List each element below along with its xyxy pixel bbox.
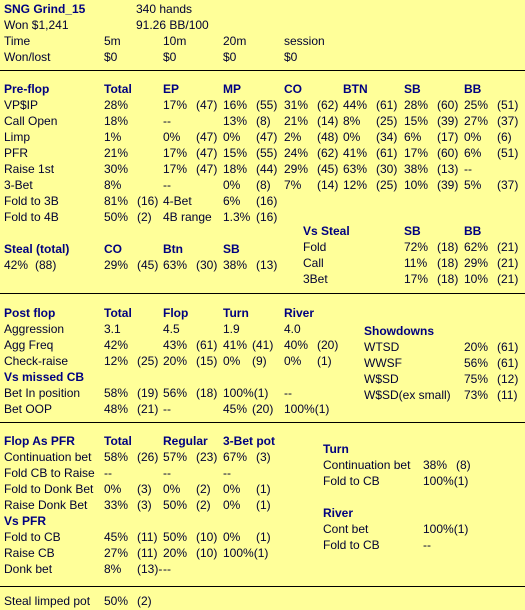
vs-steal-bb-sample: (21)	[497, 240, 519, 254]
river-title: River	[323, 506, 354, 520]
flop-pfr-3bet: 0%	[223, 482, 241, 496]
preflop-col-header: CO	[284, 82, 302, 96]
bet-oop-river: 100%(1)	[284, 402, 330, 416]
showdown-row-label: W$SD(ex small)	[364, 388, 451, 402]
preflop-btn-value: 63%	[343, 162, 368, 176]
flop-as-pfr-title: Flop As PFR	[4, 434, 75, 448]
showdown-sample: (12)	[497, 372, 519, 386]
preflop-btn-sample: (25)	[376, 178, 398, 192]
postflop-flop-header: Flop	[163, 306, 189, 320]
preflop-mp-value: 0%	[223, 178, 241, 192]
preflop-bb-sample: (51)	[497, 98, 519, 112]
preflop-col-header: MP	[223, 82, 241, 96]
preflop-total: 8%	[104, 178, 122, 192]
preflop-co-sample: (14)	[317, 114, 339, 128]
vs-steal-sb-sample: (18)	[437, 272, 459, 286]
bet-oop-turn: 45%	[223, 402, 248, 416]
preflop-mp-value: 18%	[223, 162, 248, 176]
vs-pfr-title: Vs PFR	[4, 514, 47, 528]
preflop-ep-value: 0%	[163, 130, 181, 144]
preflop-btn-value: 44%	[343, 98, 368, 112]
preflop-mp-sample: (47)	[256, 130, 278, 144]
preflop-co-value: 24%	[284, 146, 309, 160]
vs-missed-cb-title: Vs missed CB	[4, 370, 85, 384]
preflop-mp-sample: (55)	[256, 98, 278, 112]
vs-steal-bb-header: BB	[464, 224, 482, 238]
check-raise-turn-sample: (9)	[252, 354, 267, 368]
preflop-total: 1%	[104, 130, 122, 144]
vs-steal-bb-value: 62%	[464, 240, 489, 254]
preflop-sb-value: 6%	[404, 130, 422, 144]
showdown-row-label: W$SD	[364, 372, 399, 386]
time-10m-label: 10m	[163, 34, 187, 48]
agg-freq-total: 42%	[104, 338, 129, 352]
postflop-turn-header: Turn	[223, 306, 249, 320]
bet-oop-label: Bet OOP	[4, 402, 53, 416]
flop-pfr-total-header: Total	[104, 434, 132, 448]
preflop-sb-value: 15%	[404, 114, 429, 128]
preflop-sb-sample: (60)	[437, 146, 459, 160]
preflop-ep-sample: (47)	[196, 146, 218, 160]
flop-pfr-regular-sample: (2)	[196, 482, 211, 496]
preflop-btn-sample: (61)	[376, 146, 398, 160]
agg-freq-turn: 41%	[223, 338, 248, 352]
turn-cbet-label: Continuation bet	[323, 458, 411, 472]
bet-oop-flop: --	[163, 402, 171, 416]
turn-fold-to-cb-value: 100%(1)	[423, 474, 469, 488]
steal-btn-value: 63%	[163, 258, 188, 272]
aggression-label: Aggression	[4, 322, 65, 336]
preflop-bb-sample: (51)	[497, 146, 519, 160]
steal-sb-value: 38%	[223, 258, 248, 272]
flop-pfr-regular-header: Regular	[163, 434, 208, 448]
aggression-total: 3.1	[104, 322, 121, 336]
bet-oop-turn-sample: (20)	[252, 402, 274, 416]
steal-total-sample: (88)	[35, 258, 57, 272]
won-lost-session: $0	[284, 50, 298, 64]
flop-pfr-3bet-sample: (1)	[256, 498, 271, 512]
aggression-flop: 4.5	[163, 322, 180, 336]
fourbet-range-sample: (16)	[256, 210, 278, 224]
flop-pfr-regular-sample: (10)	[196, 546, 218, 560]
river-fold-to-cb-label: Fold to CB	[323, 538, 380, 552]
check-raise-flop-sample: (15)	[196, 354, 218, 368]
preflop-co-value: 21%	[284, 114, 309, 128]
preflop-ep-value: 17%	[163, 98, 188, 112]
flop-pfr-regular: 50%	[163, 498, 188, 512]
flop-pfr-3bet: 100%(1)	[223, 546, 269, 560]
check-raise-river-sample: (1)	[317, 354, 332, 368]
vs-steal-sb-value: 72%	[404, 240, 429, 254]
preflop-col-header: BB	[464, 82, 482, 96]
fold-to-3bet-sample: (16)	[137, 194, 159, 208]
vs-steal-bb-value: 10%	[464, 272, 489, 286]
preflop-btn-sample: (30)	[376, 162, 398, 176]
bet-in-position-flop-sample: (18)	[196, 386, 218, 400]
flop-pfr-regular: --	[163, 466, 171, 480]
vs-steal-row-label: Fold	[303, 240, 327, 254]
preflop-ep-sample: (47)	[196, 98, 218, 112]
river-cbet-value: 100%(1)	[423, 522, 469, 536]
flop-pfr-regular-sample: (2)	[196, 498, 211, 512]
preflop-btn-value: 41%	[343, 146, 368, 160]
bet-in-position-total-sample: (19)	[137, 386, 159, 400]
aggression-turn: 1.9	[223, 322, 240, 336]
bet-oop-total-sample: (21)	[137, 402, 159, 416]
preflop-sb-sample: (13)	[437, 162, 459, 176]
check-raise-flop: 20%	[163, 354, 188, 368]
time-session-label: session	[284, 34, 325, 48]
preflop-btn-sample: (25)	[376, 114, 398, 128]
flop-pfr-total: 33%	[104, 498, 129, 512]
showdown-value: 75%	[464, 372, 489, 386]
flop-pfr-3bet: 0%	[223, 498, 241, 512]
flop-pfr-row-label: Continuation bet	[4, 450, 92, 464]
flop-pfr-row-label: Donk bet	[4, 562, 53, 576]
flop-pfr-total-sample: (11)	[137, 530, 158, 544]
preflop-bb-sample: (37)	[497, 114, 519, 128]
preflop-ep-value: 17%	[163, 146, 188, 160]
won-lost-20m: $0	[223, 50, 237, 64]
preflop-bb-value: 6%	[464, 146, 482, 160]
flop-pfr-total-sample: (13)-	[137, 562, 163, 576]
showdown-row-label: WWSF	[364, 356, 402, 370]
turn-cbet-sample: (8)	[456, 458, 471, 472]
preflop-sb-value: 10%	[404, 178, 429, 192]
flop-pfr-total-sample: (3)	[137, 498, 152, 512]
preflop-co-sample: (45)	[317, 162, 339, 176]
turn-fold-to-cb-label: Fold to CB	[323, 474, 380, 488]
flop-pfr-row-label: Fold CB to Raise	[4, 466, 95, 480]
bet-in-position-turn: 100%(1)	[223, 386, 269, 400]
steal-total-value: 42%	[4, 258, 29, 272]
agg-freq-label: Agg Freq	[4, 338, 54, 352]
vs-steal-bb-sample: (21)	[497, 256, 519, 270]
preflop-co-sample: (62)	[317, 98, 339, 112]
preflop-co-value: 31%	[284, 98, 309, 112]
flop-pfr-3bet: 0%	[223, 530, 241, 544]
flop-pfr-total: 45%	[104, 530, 129, 544]
preflop-mp-sample: (44)	[256, 162, 278, 176]
fold-to-4bet-label: Fold to 4B	[4, 210, 59, 224]
showdown-sample: (11)	[497, 388, 518, 402]
preflop-btn-sample: (34)	[376, 130, 398, 144]
preflop-co-value: 7%	[284, 178, 302, 192]
bet-oop-total: 48%	[104, 402, 129, 416]
steal-limped-pot-value: 50%	[104, 594, 129, 608]
check-raise-total-sample: (25)	[137, 354, 159, 368]
preflop-mp-sample: (55)	[256, 146, 278, 160]
showdown-sample: (61)	[497, 356, 519, 370]
bet-in-position-total: 58%	[104, 386, 129, 400]
preflop-row-label: VP$IP	[4, 98, 39, 112]
flop-pfr-row-label: Raise Donk Bet	[4, 498, 88, 512]
bet-in-position-river: --	[284, 386, 292, 400]
preflop-mp-value: 16%	[223, 98, 248, 112]
preflop-co-sample: (48)	[317, 130, 339, 144]
flop-pfr-row-label: Fold to Donk Bet	[4, 482, 94, 496]
fold-to-3bet-value: 81%	[104, 194, 129, 208]
time-label: Time	[4, 34, 31, 48]
vs-steal-row-label: 3Bet	[303, 272, 328, 286]
steal-total-title: Steal (total)	[4, 242, 70, 256]
preflop-co-value: 29%	[284, 162, 309, 176]
agg-freq-flop: 43%	[163, 338, 188, 352]
steal-co-value: 29%	[104, 258, 129, 272]
fourbet-sample: (16)	[256, 194, 278, 208]
showdown-value: 20%	[464, 340, 489, 354]
agg-freq-flop-sample: (61)	[196, 338, 218, 352]
steal-sb-header: SB	[223, 242, 240, 256]
preflop-btn-sample: (61)	[376, 98, 398, 112]
steal-limped-pot-sample: (2)	[137, 594, 152, 608]
flop-pfr-total: 58%	[104, 450, 129, 464]
flop-pfr-total: 0%	[104, 482, 122, 496]
preflop-col-header: Total	[104, 82, 132, 96]
agg-freq-river-sample: (20)	[317, 338, 339, 352]
section-divider	[0, 293, 525, 294]
vs-steal-sb-header: SB	[404, 224, 421, 238]
winrate: 91.26 BB/100	[136, 18, 209, 32]
hands-count: 340 hands	[136, 2, 193, 16]
preflop-total: 18%	[104, 114, 129, 128]
preflop-bb-value: 0%	[464, 130, 482, 144]
vs-steal-sb-sample: (18)	[437, 240, 459, 254]
preflop-ep-sample: (47)	[196, 130, 218, 144]
preflop-bb-value: 5%	[464, 178, 482, 192]
turn-title: Turn	[323, 442, 349, 456]
preflop-btn-value: 0%	[343, 130, 361, 144]
preflop-bb-value: 25%	[464, 98, 489, 112]
preflop-mp-sample: (8)	[256, 178, 271, 192]
flop-pfr-3bet-header: 3-Bet pot	[223, 434, 275, 448]
vs-steal-bb-sample: (21)	[497, 272, 519, 286]
preflop-mp-sample: (8)	[256, 114, 271, 128]
preflop-col-header: EP	[163, 82, 180, 96]
preflop-sb-sample: (39)	[437, 178, 459, 192]
flop-pfr-3bet-sample: (1)	[256, 530, 271, 544]
showdown-value: 56%	[464, 356, 489, 370]
check-raise-total: 12%	[104, 354, 129, 368]
flop-pfr-regular-sample: (10)	[196, 530, 218, 544]
river-fold-to-cb-value: --	[423, 538, 431, 552]
flop-pfr-row-label: Raise CB	[4, 546, 55, 560]
fold-to-4bet-value: 50%	[104, 210, 129, 224]
flop-pfr-total-sample: (11)	[137, 546, 158, 560]
time-20m-label: 20m	[223, 34, 247, 48]
section-divider	[0, 70, 525, 71]
flop-pfr-3bet-sample: (3)	[256, 450, 271, 464]
steal-limped-pot-label: Steal limped pot	[4, 594, 91, 608]
preflop-row-label: 3-Bet	[4, 178, 33, 192]
preflop-ep-value: 17%	[163, 162, 188, 176]
flop-pfr-3bet: --	[223, 466, 231, 480]
preflop-co-sample: (62)	[317, 146, 339, 160]
aggression-river: 4.0	[284, 322, 301, 336]
preflop-total: 21%	[104, 146, 129, 160]
fourbet-range-label: 4B range	[163, 210, 212, 224]
vs-steal-sb-value: 17%	[404, 272, 429, 286]
preflop-btn-value: 8%	[343, 114, 361, 128]
flop-pfr-total-sample: (26)	[137, 450, 159, 464]
steal-sb-sample: (13)	[256, 258, 278, 272]
vs-steal-bb-value: 29%	[464, 256, 489, 270]
showdown-sample: (61)	[497, 340, 519, 354]
flop-pfr-total: 27%	[104, 546, 129, 560]
preflop-bb-sample: (6)	[497, 130, 512, 144]
player-name: SNG Grind_15	[4, 2, 86, 16]
fourbet-value: 6%	[223, 194, 241, 208]
preflop-sb-value: 38%	[404, 162, 429, 176]
vs-steal-row-label: Call	[303, 256, 324, 270]
vs-steal-sb-sample: (18)	[437, 256, 459, 270]
steal-btn-header: Btn	[163, 242, 183, 256]
check-raise-river: 0%	[284, 354, 302, 368]
preflop-sb-sample: (17)	[437, 130, 459, 144]
flop-pfr-3bet: 67%	[223, 450, 248, 464]
won-lost-10m: $0	[163, 50, 177, 64]
flop-pfr-regular: 0%	[163, 482, 181, 496]
steal-co-header: CO	[104, 242, 122, 256]
time-5m-label: 5m	[104, 34, 121, 48]
agg-freq-turn-sample: (41)	[252, 338, 274, 352]
agg-freq-river: 40%	[284, 338, 309, 352]
flop-pfr-row-label: Fold to CB	[4, 530, 61, 544]
preflop-row-label: Raise 1st	[4, 162, 55, 176]
preflop-col-header: BTN	[343, 82, 368, 96]
won-lost-label: Won/lost	[4, 50, 51, 64]
fold-to-3bet-label: Fold to 3B	[4, 194, 59, 208]
flop-pfr-regular: --	[163, 562, 171, 576]
flop-pfr-regular: 20%	[163, 546, 188, 560]
bet-in-position-flop: 56%	[163, 386, 188, 400]
preflop-bb-value: --	[464, 162, 472, 176]
steal-co-sample: (45)	[137, 258, 159, 272]
showdowns-title: Showdowns	[364, 324, 434, 338]
postflop-river-header: River	[284, 306, 315, 320]
preflop-total: 28%	[104, 98, 129, 112]
postflop-total-header: Total	[104, 306, 132, 320]
section-divider	[0, 586, 525, 587]
flop-pfr-total: 8%	[104, 562, 122, 576]
preflop-title: Pre-flop	[4, 82, 50, 96]
preflop-co-sample: (14)	[317, 178, 339, 192]
preflop-total: 30%	[104, 162, 129, 176]
preflop-mp-value: 0%	[223, 130, 241, 144]
preflop-col-header: SB	[404, 82, 421, 96]
flop-pfr-regular: 50%	[163, 530, 188, 544]
vs-steal-sb-value: 11%	[404, 256, 428, 270]
preflop-row-label: Call Open	[4, 114, 58, 128]
postflop-title: Post flop	[4, 306, 56, 320]
preflop-ep-sample: (47)	[196, 162, 218, 176]
preflop-bb-value: 27%	[464, 114, 489, 128]
preflop-sb-value: 17%	[404, 146, 429, 160]
flop-pfr-regular-sample: (23)	[196, 450, 218, 464]
won-amount: Won $1,241	[4, 18, 69, 32]
turn-cbet-value: 38%	[423, 458, 448, 472]
bet-in-position-label: Bet In position	[4, 386, 81, 400]
preflop-bb-sample: (37)	[497, 178, 519, 192]
preflop-mp-value: 15%	[223, 146, 248, 160]
flop-pfr-total: --	[104, 466, 112, 480]
won-lost-5m: $0	[104, 50, 118, 64]
preflop-row-label: PFR	[4, 146, 28, 160]
preflop-sb-sample: (60)	[437, 98, 459, 112]
preflop-mp-value: 13%	[223, 114, 248, 128]
showdown-value: 73%	[464, 388, 489, 402]
preflop-sb-value: 28%	[404, 98, 429, 112]
fold-to-4bet-sample: (2)	[137, 210, 152, 224]
fourbet-range-value: 1.3%	[223, 210, 251, 224]
section-divider	[0, 422, 525, 423]
flop-pfr-3bet-sample: (1)	[256, 482, 271, 496]
flop-pfr-regular: 57%	[163, 450, 188, 464]
preflop-row-label: Limp	[4, 130, 31, 144]
river-cbet-label: Cont bet	[323, 522, 369, 536]
vs-steal-title: Vs Steal	[303, 224, 350, 238]
showdown-row-label: WTSD	[364, 340, 400, 354]
preflop-ep-value: --	[163, 178, 171, 192]
steal-btn-sample: (30)	[196, 258, 218, 272]
preflop-btn-value: 12%	[343, 178, 368, 192]
preflop-ep-value: --	[163, 114, 171, 128]
preflop-sb-sample: (39)	[437, 114, 459, 128]
check-raise-label: Check-raise	[4, 354, 69, 368]
fourbet-label: 4-Bet	[163, 194, 192, 208]
check-raise-turn: 0%	[223, 354, 241, 368]
flop-pfr-total-sample: (3)	[137, 482, 152, 496]
preflop-co-value: 2%	[284, 130, 302, 144]
